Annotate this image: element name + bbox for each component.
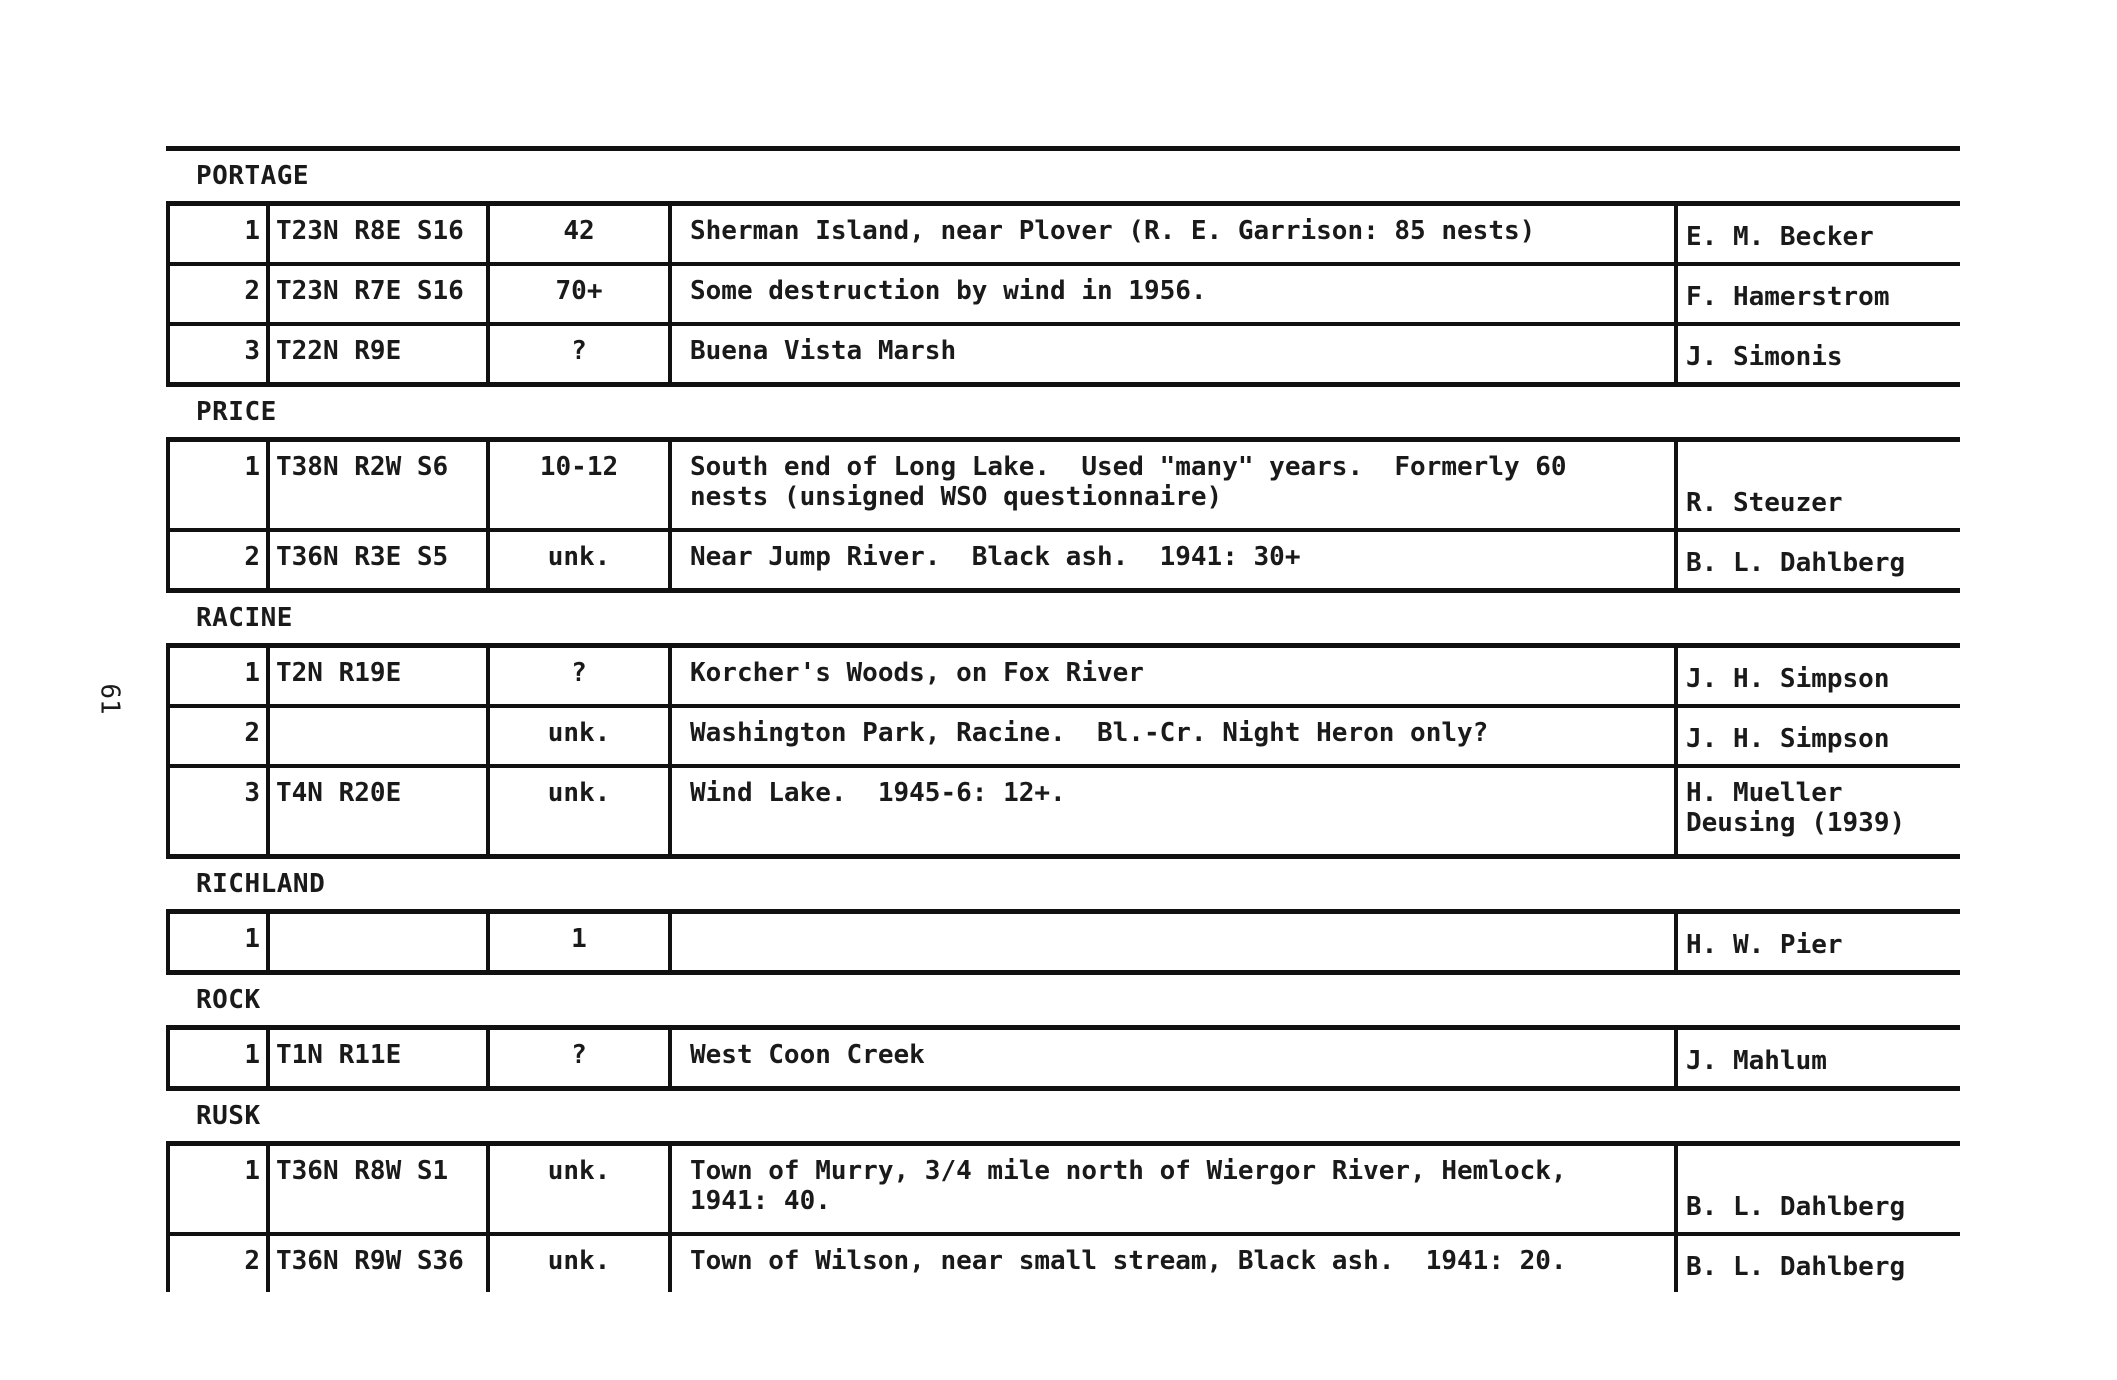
description-cell: Near Jump River. Black ash. 1941: 30+ <box>672 532 1678 588</box>
count-cell: unk. <box>490 1146 672 1232</box>
observer-cell: B. L. Dahlberg <box>1686 1252 1906 1282</box>
observer-cell: B. L. Dahlberg <box>1686 548 1906 578</box>
count-cell: unk. <box>490 768 672 854</box>
location-cell: T36N R8W S1 <box>270 1146 490 1232</box>
location-cell: T36N R9W S36 <box>270 1236 490 1292</box>
count-cell: unk. <box>490 1236 672 1292</box>
location-cell: T38N R2W S6 <box>270 442 490 528</box>
heronry-table <box>166 146 1960 1292</box>
row-number: 1 <box>170 1030 270 1086</box>
table-row <box>166 1146 1960 1232</box>
observer-cell: F. Hamerstrom <box>1686 282 1890 312</box>
table-row <box>166 1030 1960 1086</box>
description-cell: Some destruction by wind in 1956. <box>672 266 1678 322</box>
row-number: 3 <box>170 326 270 382</box>
location-cell: T23N R8E S16 <box>270 206 490 262</box>
count-cell: ? <box>490 1030 672 1086</box>
county-heading: PORTAGE <box>196 161 310 191</box>
row-number: 2 <box>170 532 270 588</box>
row-number: 2 <box>170 266 270 322</box>
location-cell <box>270 708 490 764</box>
table-row <box>166 648 1960 704</box>
description-cell: Town of Wilson, near small stream, Black ash. 1941: 20. <box>672 1236 1678 1292</box>
count-cell: ? <box>490 648 672 704</box>
county-heading: RACINE <box>196 603 293 633</box>
table-row <box>166 266 1960 322</box>
table-row <box>166 442 1960 528</box>
county-heading: RICHLAND <box>196 869 326 899</box>
table-row <box>166 768 1960 854</box>
description-cell <box>672 914 1678 970</box>
location-cell: T22N R9E <box>270 326 490 382</box>
observer-cell: J. H. Simpson <box>1686 664 1890 694</box>
count-cell: 42 <box>490 206 672 262</box>
table-row <box>166 1236 1960 1292</box>
table-row <box>166 708 1960 764</box>
count-cell: 70+ <box>490 266 672 322</box>
location-cell: T23N R7E S16 <box>270 266 490 322</box>
observer-cell: B. L. Dahlberg <box>1686 1192 1906 1222</box>
county-heading: PRICE <box>196 397 277 427</box>
row-number: 1 <box>170 914 270 970</box>
description-cell: Wind Lake. 1945-6: 12+. <box>672 768 1678 854</box>
description-cell: Sherman Island, near Plover (R. E. Garrison: 85 nests) <box>672 206 1678 262</box>
count-cell: unk. <box>490 532 672 588</box>
observer-cell: J. H. Simpson <box>1686 724 1890 754</box>
row-number: 2 <box>170 708 270 764</box>
row-number: 2 <box>170 1236 270 1292</box>
table-row <box>166 206 1960 262</box>
table-row <box>166 914 1960 970</box>
description-cell: Town of Murry, 3/4 mile north of Wiergor River, Hemlock, 1941: 40. <box>672 1146 1678 1232</box>
county-heading: ROCK <box>196 985 261 1015</box>
row-number: 1 <box>170 1146 270 1232</box>
row-number: 3 <box>170 768 270 854</box>
table-row <box>166 532 1960 588</box>
location-cell: T36N R3E S5 <box>270 532 490 588</box>
count-cell: 1 <box>490 914 672 970</box>
description-cell: Buena Vista Marsh <box>672 326 1678 382</box>
observer-cell: J. Mahlum <box>1686 1046 1827 1076</box>
county-heading: RUSK <box>196 1101 261 1131</box>
count-cell: unk. <box>490 708 672 764</box>
table-row <box>166 326 1960 382</box>
row-number: 1 <box>170 206 270 262</box>
count-cell: 10-12 <box>490 442 672 528</box>
row-number: 1 <box>170 648 270 704</box>
description-cell: Washington Park, Racine. Bl.-Cr. Night Heron only? <box>672 708 1678 764</box>
location-cell <box>270 914 490 970</box>
location-cell: T1N R11E <box>270 1030 490 1086</box>
description-cell: Korcher's Woods, on Fox River <box>672 648 1678 704</box>
row-number: 1 <box>170 442 270 528</box>
page-number: 61 <box>94 683 125 715</box>
location-cell: T4N R20E <box>270 768 490 854</box>
location-cell: T2N R19E <box>270 648 490 704</box>
description-cell: South end of Long Lake. Used "many" years. Formerly 60 nests (unsigned WSO questionnaire) <box>672 442 1678 528</box>
observer-cell: H. Mueller Deusing (1939) <box>1686 778 1906 838</box>
observer-cell: R. Steuzer <box>1686 488 1843 518</box>
observer-cell: H. W. Pier <box>1686 930 1843 960</box>
description-cell: West Coon Creek <box>672 1030 1678 1086</box>
observer-cell: E. M. Becker <box>1686 222 1874 252</box>
observer-cell: J. Simonis <box>1686 342 1843 372</box>
count-cell: ? <box>490 326 672 382</box>
